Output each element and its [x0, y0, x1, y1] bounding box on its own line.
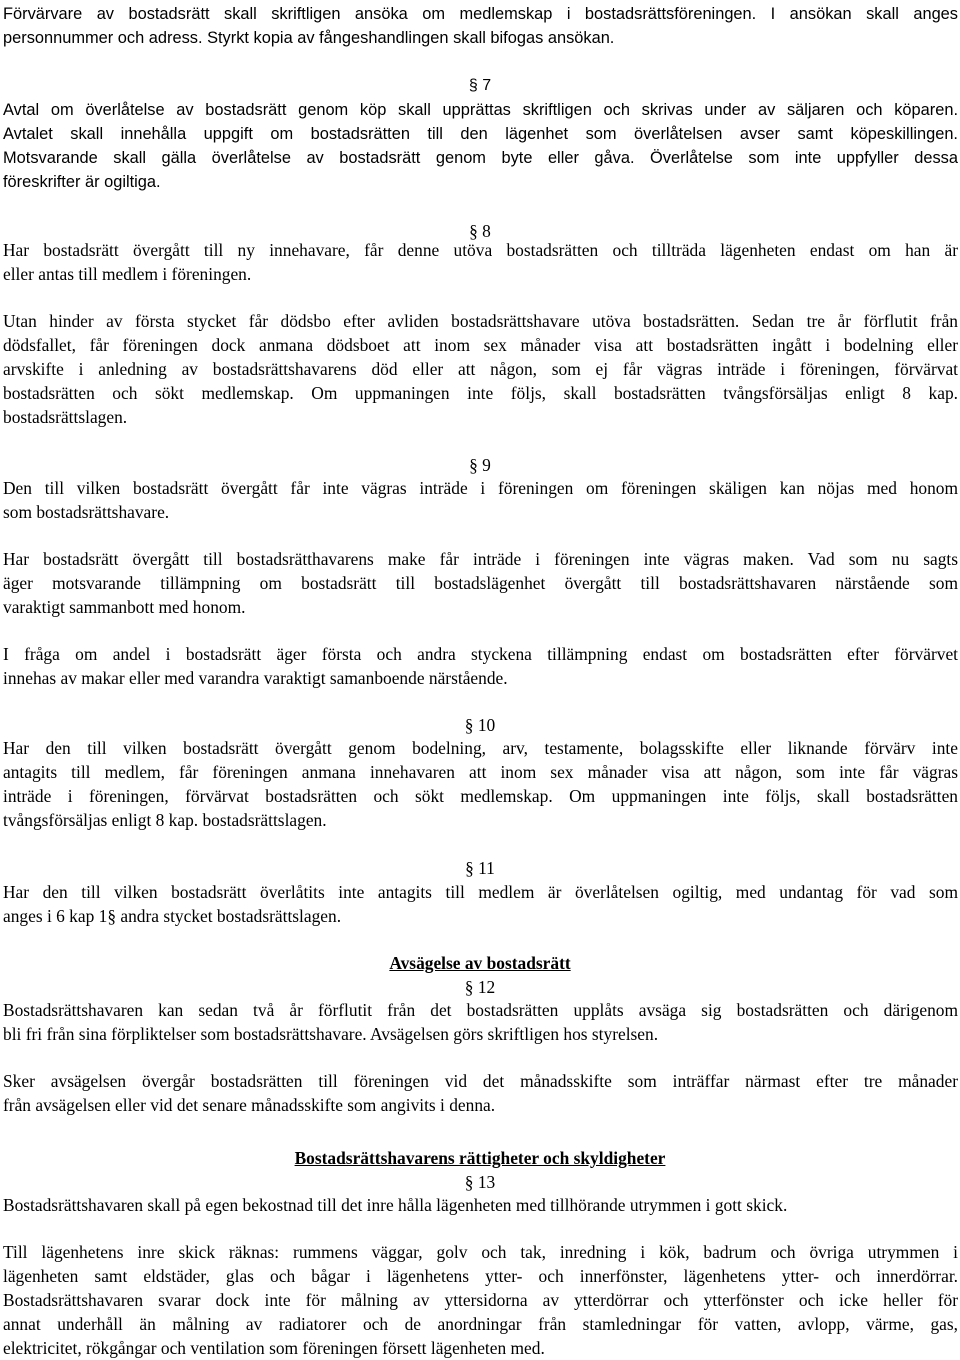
text-line: annat underhåll än målning av radiatorer och de anordningar från stamledningar för vatten, avlopp, värme, gas,: [3, 1314, 958, 1334]
text-line: lägenheten samt eldstäder, glas och bågar i lägenhetens ytter- och innerfönster, lägenhetens ytter- och innerdörrar.: [3, 1266, 958, 1286]
text-line: Sker avsägelsen övergår bostadsrätten till föreningen vid det månadsskifte som inträffar närmast efter tre månader: [3, 1071, 958, 1091]
text-line: bli fri från sina förpliktelser som bostadsrättshavare. Avsägelsen görs skriftligen hos styrelsen.: [3, 1024, 659, 1044]
text-line: anges i 6 kap 1§ andra stycket bostadsrättslagen.: [3, 906, 342, 926]
text-line: personnummer och adress. Styrkt kopia av fångeshandlingen skall bifogas ansökan.: [3, 29, 615, 47]
text-line: äger motsvarande tillämpning om bostadsrätt till bostadslägenhet övergått till bostadsrättshavaren närstående som: [3, 573, 958, 593]
text-line: bostadsrätten och sökt medlemskap. Om uppmaningen inte följs, skall bostadsrätten tvångsförsäljas enligt 8 kap.: [3, 383, 958, 403]
section-number-11: § 11: [465, 858, 495, 878]
section-number-9: § 9: [469, 455, 491, 475]
section-heading: Avsägelse av bostadsrätt: [389, 953, 571, 973]
text-line: Har bostadsrätt övergått till ny innehavare, får denne utöva bostadsrätten och tillträda lägenheten endast om han är: [3, 240, 958, 260]
section-number-8: § 8: [469, 221, 491, 241]
text-line: Har den till vilken bostadsrätt övergått genom bodelning, arv, testamente, bolagsskifte eller liknande förvärv inte: [3, 738, 958, 758]
text-line: elektricitet, rökgångar och ventilation som föreningen försett lägenheten med.: [3, 1338, 545, 1358]
section-number-7: § 7: [468, 77, 492, 94]
text-line: varaktigt sammanbott med honom.: [3, 597, 246, 617]
text-line: I fråga om andel i bostadsrätt äger första och andra styckena tillämpning endast om bostadsrätten efter förvärvet: [3, 644, 958, 664]
section-heading: Bostadsrättshavarens rättigheter och skyldigheter: [294, 1148, 666, 1168]
text-line: Förvärvare av bostadsrätt skall skriftligen ansöka om medlemskap i bostadsrättsföreningen. I ansökan skall anges: [3, 5, 958, 23]
text-line: föreskrifter är ogiltiga.: [3, 173, 161, 191]
text-line: Har den till vilken bostadsrätt överlåtits inte antagits till medlem är överlåtelsen ogiltig, med undantag för vad som: [3, 882, 958, 902]
text-line: bostadsrättslagen.: [3, 407, 128, 427]
text-line: inträde i föreningen, förvärvat bostadsrätten och sökt medlemskap. Om uppmaningen inte följs, skall bostadsrätten: [3, 786, 958, 806]
text-line: Avtal om överlåtelse av bostadsrätt genom köp skall upprättas skriftligen och skrivas under av säljaren och köparen.: [3, 101, 958, 119]
text-line: innehas av makar eller med varandra varaktigt samanboende närstående.: [3, 668, 508, 688]
text-line: Har bostadsrätt övergått till bostadsrätthavarens make får inträde i föreningen inte vägras maken. Vad som nu sagts: [3, 549, 958, 569]
text-line: Bostadsrättshavaren svarar dock inte för målning av yttersidorna av ytterdörrar och ytterfönster och icke heller för: [3, 1290, 958, 1310]
text-line: Bostadsrättshavaren skall på egen bekostnad till det inre hålla lägenheten med tillhörande utrymmen i gott skick.: [3, 1195, 788, 1215]
text-line: Till lägenhetens inre skick räknas: rummens väggar, golv och tak, inredning i kök, badrum och övriga utrymmen i: [3, 1242, 958, 1262]
text-line: Motsvarande skall gälla överlåtelse av bostadsrätt genom byte eller gåva. Överlåtelse som inte uppfyller dessa: [3, 149, 958, 167]
text-line: tvångsförsäljas enligt 8 kap. bostadsrättslagen.: [3, 810, 327, 830]
text-line: eller antas till medlem i föreningen.: [3, 264, 252, 284]
text-line: som bostadsrättshavare.: [3, 502, 170, 522]
section-number-10: § 10: [464, 715, 496, 735]
text-line: arvskifte i anledning av bostadsrättshavarens död eller att någon, som ej får vägras inträde i föreningen, förvärvat: [3, 359, 958, 379]
text-line: Avtalet skall innehålla uppgift om bostadsrätten till den lägenhet som överlåtelsen avser samt köpeskillingen.: [3, 125, 958, 143]
section-number-12: § 12: [464, 977, 496, 997]
section-number-13: § 13: [464, 1172, 496, 1192]
text-line: Utan hinder av första stycket får dödsbo efter avliden bostadsrättshavare utöva bostadsrätten. Sedan tre år förflutit från: [3, 311, 958, 331]
text-line: dödsfallet, får föreningen dock anmana dödsboet att inom sex månader visa att bostadsrätten ingått i bodelning eller: [3, 335, 958, 355]
text-line: från avsägelsen eller vid det senare månadsskifte som angivits i denna.: [3, 1095, 496, 1115]
text-line: Den till vilken bostadsrätt övergått får inte vägras inträde i föreningen om föreningen skäligen kan nöjas med honom: [3, 478, 958, 498]
text-line: Bostadsrättshavaren kan sedan två år förflutit från det bostadsrätten upplåts avsäga sig bostadsrätten och därigenom: [3, 1000, 958, 1020]
text-line: antagits till medlem, får föreningen anmana innehavaren att inom sex månader visa att någon, som inte får vägras: [3, 762, 958, 782]
